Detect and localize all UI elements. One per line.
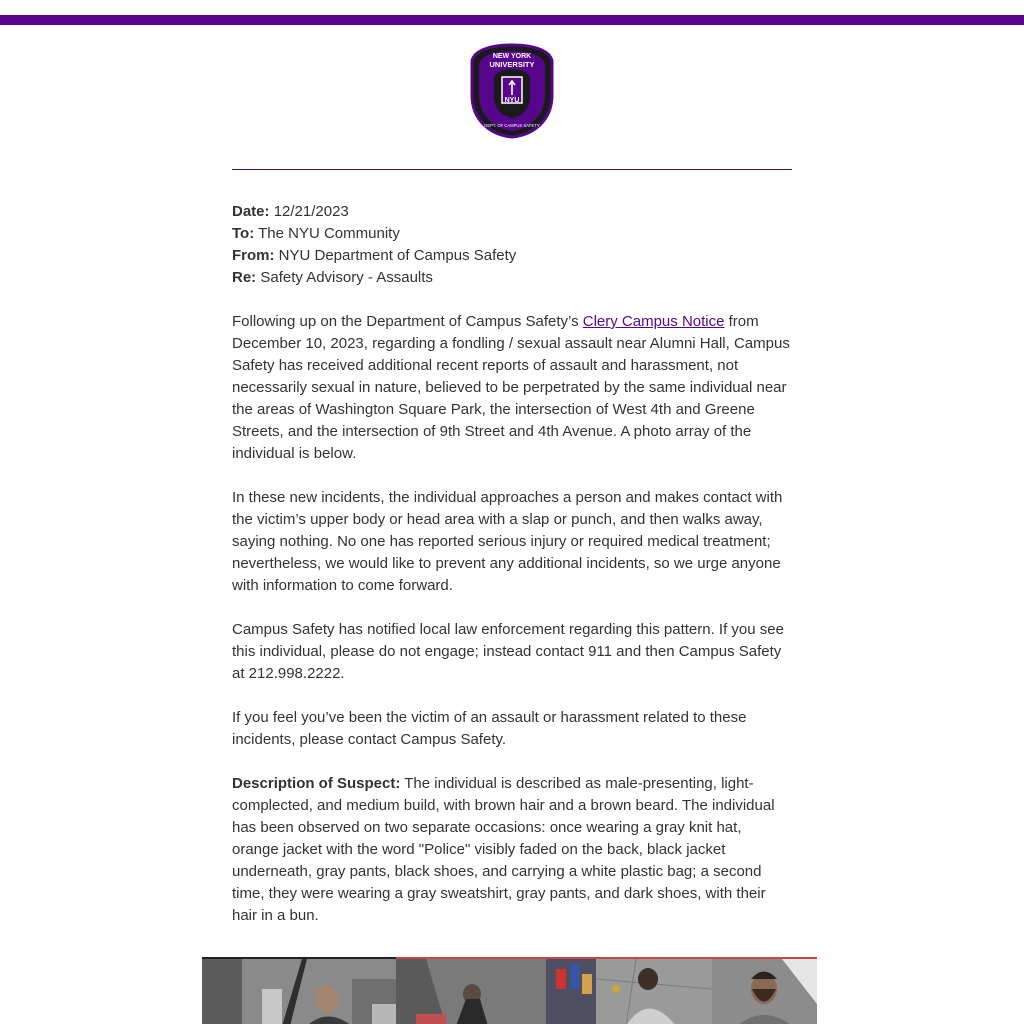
from-value: NYU Department of Campus Safety [278, 247, 517, 264]
photo-array [202, 957, 817, 1024]
suspect-photo-4 [712, 957, 817, 1024]
svg-text:NEW YORK: NEW YORK [492, 53, 532, 60]
date-label: Date: [232, 203, 270, 220]
re-value: Safety Advisory - Assaults [260, 269, 433, 286]
top-accent-bar [0, 15, 1024, 25]
re-label: Re: [232, 269, 257, 286]
suspect-description-text: The individual is described as male-presenting, light-complected, and medium build, with brown hair and a brown beard. The individual has been observed on two separate occasions: once wearing a gray knit hat, orange jacket with the word "Police" visibly faded on the back, black jacket underneath, gray pants, black shoes, and carrying a white plastic bag; a second time, they were wearing a gray sweatshirt, gray pants, and dark shoes, with their hair in a bun. [232, 775, 775, 924]
memo-date [232, 201, 792, 223]
suspect-photo-3 [596, 957, 712, 1024]
intro-text-before: Following up on the Department of Campus Safety’s [232, 313, 583, 330]
paragraph-incidents: In these new incidents, the individual approaches a person and makes contact with the victim’s upper body or head area with a slap or punch, and then walks away, saying nothing. No one has reported serious injury or required medical treatment; nevertheless, we would like to prevent any additional incidents, so we urge anyone with information to come forward. [232, 489, 783, 594]
to-label: To: [232, 225, 255, 242]
suspect-photo-1 [202, 957, 396, 1024]
svg-text:UNIVERSITY: UNIVERSITY [489, 60, 535, 69]
paragraph-victim-contact: If you feel you’ve been the victim of an assault or harassment related to these incidents, please contact Campus Safety. [232, 709, 747, 748]
memo-from [232, 245, 792, 267]
intro-text-after: from December 10, 2023, regarding a fondling / sexual assault near Alumni Hall, Campus Safety has received additional recent reports of assault and harassment, not necessarily sexual in nature, believed to be perpetrated by the same individual near the areas of Washington Square Park, the intersection of West 4th and Greene Streets, and the intersection of 9th Street and 4th Avenue. A photo array of the individual is below. [232, 313, 790, 462]
memo-to [232, 223, 792, 245]
svg-text:NYU: NYU [504, 97, 520, 104]
suspect-photo-2 [396, 957, 596, 1024]
paragraph-intro [232, 311, 792, 465]
from-label: From: [232, 247, 275, 264]
memo-content [232, 201, 792, 927]
to-value: The NYU Community [258, 225, 400, 242]
paragraph-law-enforcement: Campus Safety has notified local law enforcement regarding this pattern. If you see this individual, please do not engage; instead contact 911 and then Campus Safety at 212.998.2222. [232, 621, 784, 682]
paragraph-suspect-description [232, 773, 792, 927]
header-divider [232, 169, 792, 170]
memo-re [232, 267, 792, 289]
suspect-description-label: Description of Suspect: [232, 775, 401, 792]
clery-campus-notice-link[interactable]: Clery Campus Notice [582, 313, 725, 330]
date-value: 12/21/2023 [273, 203, 349, 220]
nyu-campus-safety-badge-icon [469, 43, 555, 139]
svg-text:DEPT. OF CAMPUS SAFETY: DEPT. OF CAMPUS SAFETY [484, 123, 540, 128]
